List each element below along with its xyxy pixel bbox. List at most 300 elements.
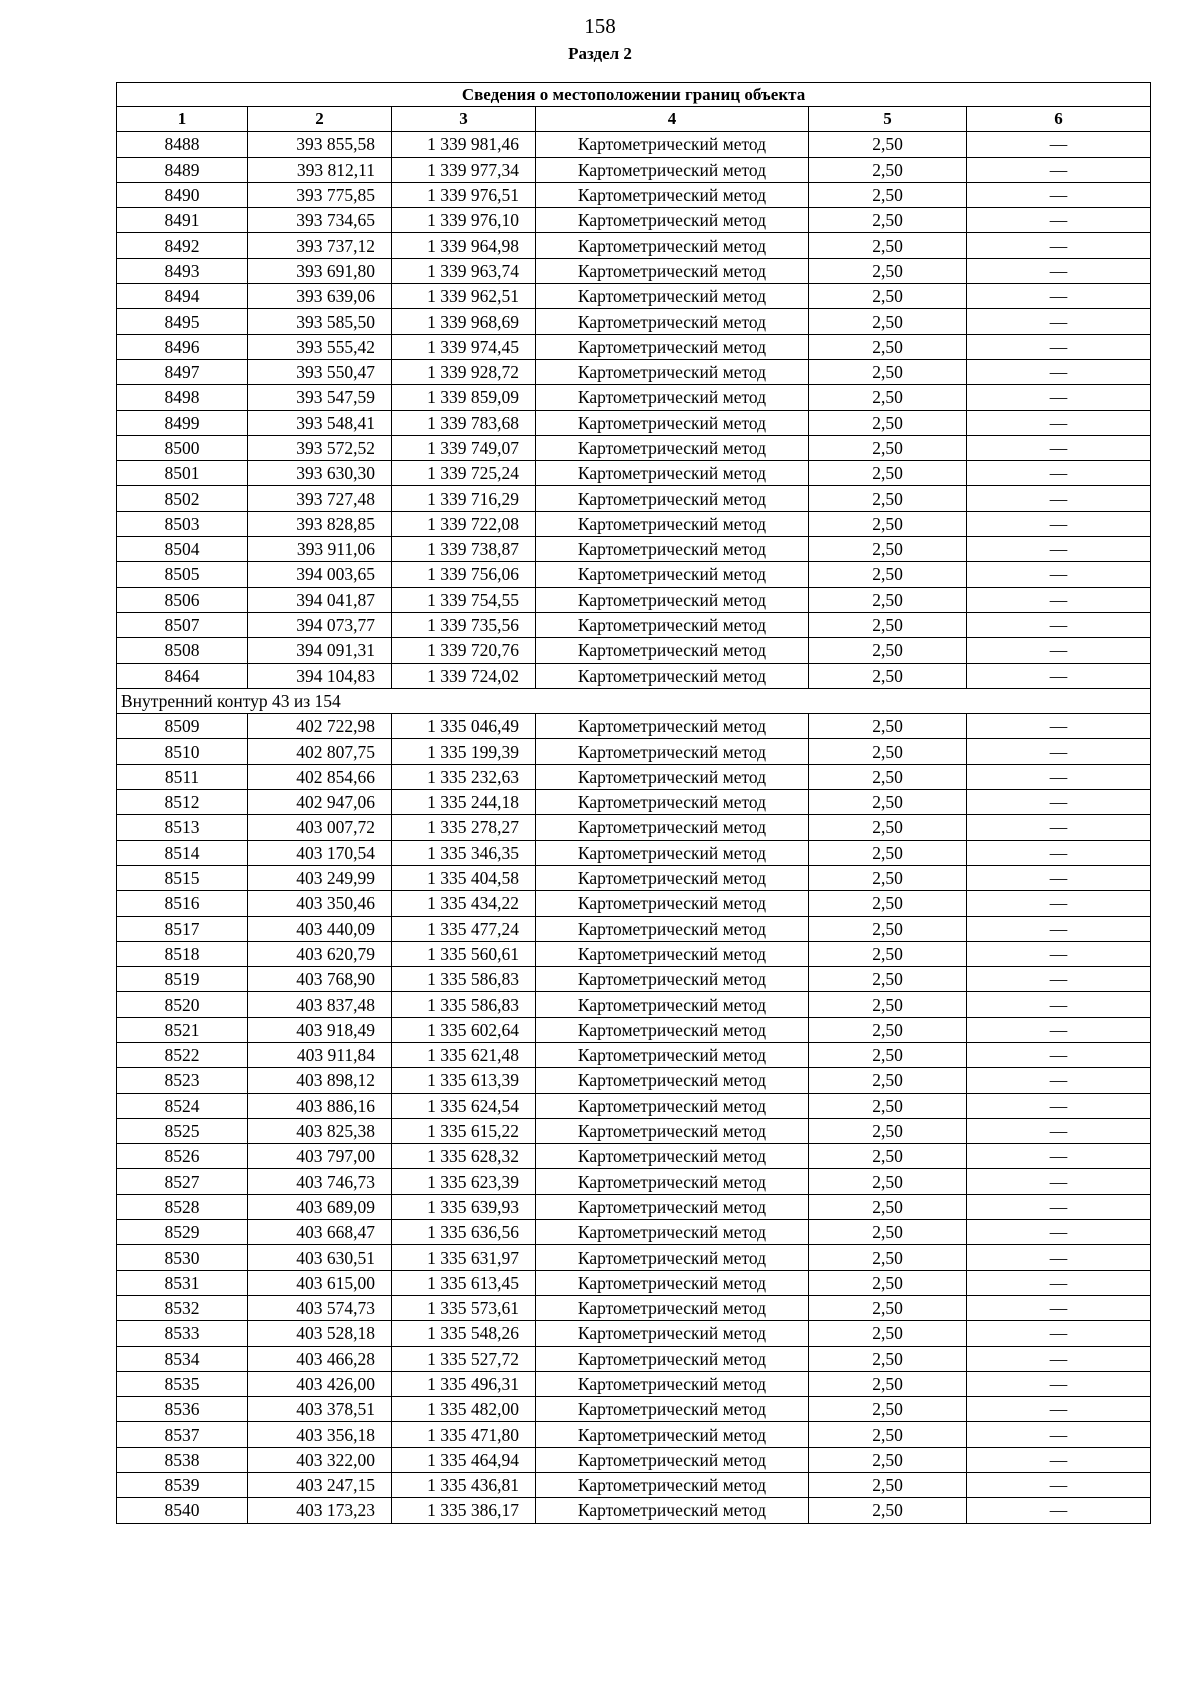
coordinate-x-cell: 393 737,12: [248, 233, 392, 258]
table-row: [117, 182, 1151, 207]
coordinate-y-cell: 1 339 974,45: [392, 334, 536, 359]
coordinate-y-cell: 1 339 976,51: [392, 182, 536, 207]
coordinate-x-cell: 393 911,06: [248, 537, 392, 562]
accuracy-cell: 2,50: [809, 208, 967, 233]
note-cell: —: [967, 1346, 1151, 1371]
coordinate-y-cell: 1 335 613,45: [392, 1270, 536, 1295]
note-cell: —: [967, 790, 1151, 815]
coordinate-y-cell: 1 335 615,22: [392, 1118, 536, 1143]
coordinate-x-cell: 403 668,47: [248, 1220, 392, 1245]
point-number-cell: 8532: [117, 1295, 248, 1320]
coordinate-x-cell: 402 722,98: [248, 714, 392, 739]
accuracy-cell: 2,50: [809, 1371, 967, 1396]
coordinate-x-cell: 393 691,80: [248, 258, 392, 283]
accuracy-cell: 2,50: [809, 992, 967, 1017]
point-number-cell: 8504: [117, 537, 248, 562]
table-row: [117, 865, 1151, 890]
point-number-cell: 8506: [117, 587, 248, 612]
note-cell: —: [967, 1270, 1151, 1295]
note-cell: —: [967, 208, 1151, 233]
method-cell: Картометрический метод: [536, 461, 809, 486]
coordinate-x-cell: 403 689,09: [248, 1194, 392, 1219]
coordinate-y-cell: 1 339 722,08: [392, 511, 536, 536]
accuracy-cell: 2,50: [809, 1220, 967, 1245]
note-cell: —: [967, 992, 1151, 1017]
coordinate-y-cell: 1 339 724,02: [392, 663, 536, 688]
table-row: [117, 1473, 1151, 1498]
point-number-cell: 8501: [117, 461, 248, 486]
table-row: [117, 1295, 1151, 1320]
note-cell: —: [967, 1397, 1151, 1422]
point-number-cell: 8496: [117, 334, 248, 359]
coordinate-y-cell: 1 335 613,39: [392, 1068, 536, 1093]
coordinate-y-cell: 1 339 977,34: [392, 157, 536, 182]
note-cell: —: [967, 1371, 1151, 1396]
method-cell: Картометрический метод: [536, 1346, 809, 1371]
point-number-cell: 8507: [117, 612, 248, 637]
coordinate-x-cell: 403 630,51: [248, 1245, 392, 1270]
coordinate-y-cell: 1 335 573,61: [392, 1295, 536, 1320]
method-cell: Картометрический метод: [536, 916, 809, 941]
point-number-cell: 8488: [117, 132, 248, 157]
note-cell: —: [967, 1118, 1151, 1143]
table-row: [117, 714, 1151, 739]
method-cell: Картометрический метод: [536, 815, 809, 840]
table-row: [117, 132, 1151, 157]
coordinate-y-cell: 1 339 981,46: [392, 132, 536, 157]
accuracy-cell: 2,50: [809, 1295, 967, 1320]
method-cell: Картометрический метод: [536, 1068, 809, 1093]
table-row: [117, 562, 1151, 587]
note-cell: —: [967, 284, 1151, 309]
method-cell: Картометрический метод: [536, 587, 809, 612]
accuracy-cell: 2,50: [809, 1447, 967, 1472]
coordinate-x-cell: 403 322,00: [248, 1447, 392, 1472]
point-number-cell: 8512: [117, 790, 248, 815]
note-cell: —: [967, 435, 1151, 460]
method-cell: Картометрический метод: [536, 208, 809, 233]
coordinate-x-cell: 393 630,30: [248, 461, 392, 486]
table-header-row: [117, 107, 1151, 132]
point-number-cell: 8511: [117, 764, 248, 789]
note-cell: —: [967, 157, 1151, 182]
table-row: [117, 790, 1151, 815]
method-cell: Картометрический метод: [536, 157, 809, 182]
coordinate-x-cell: 402 807,75: [248, 739, 392, 764]
note-cell: —: [967, 1017, 1151, 1042]
method-cell: Картометрический метод: [536, 284, 809, 309]
note-cell: —: [967, 815, 1151, 840]
coordinate-y-cell: 1 335 477,24: [392, 916, 536, 941]
boundary-table: [116, 82, 1151, 1524]
table-row: [117, 992, 1151, 1017]
column-header: 1: [117, 107, 248, 132]
accuracy-cell: 2,50: [809, 1194, 967, 1219]
coordinate-x-cell: 394 003,65: [248, 562, 392, 587]
note-cell: —: [967, 309, 1151, 334]
method-cell: Картометрический метод: [536, 1270, 809, 1295]
note-cell: —: [967, 258, 1151, 283]
accuracy-cell: 2,50: [809, 537, 967, 562]
coordinate-y-cell: 1 335 527,72: [392, 1346, 536, 1371]
point-number-cell: 8513: [117, 815, 248, 840]
point-number-cell: 8514: [117, 840, 248, 865]
accuracy-cell: 2,50: [809, 638, 967, 663]
method-cell: Картометрический метод: [536, 1245, 809, 1270]
coordinate-y-cell: 1 339 716,29: [392, 486, 536, 511]
table-row: [117, 258, 1151, 283]
accuracy-cell: 2,50: [809, 891, 967, 916]
method-cell: Картометрический метод: [536, 612, 809, 637]
accuracy-cell: 2,50: [809, 714, 967, 739]
coordinate-x-cell: 393 572,52: [248, 435, 392, 460]
point-number-cell: 8502: [117, 486, 248, 511]
coordinate-y-cell: 1 335 631,97: [392, 1245, 536, 1270]
coordinate-y-cell: 1 335 628,32: [392, 1144, 536, 1169]
accuracy-cell: 2,50: [809, 1321, 967, 1346]
coordinate-y-cell: 1 335 471,80: [392, 1422, 536, 1447]
coordinate-x-cell: 394 073,77: [248, 612, 392, 637]
note-cell: —: [967, 537, 1151, 562]
coordinate-x-cell: 403 825,38: [248, 1118, 392, 1143]
coordinate-y-cell: 1 335 482,00: [392, 1397, 536, 1422]
accuracy-cell: 2,50: [809, 258, 967, 283]
note-cell: —: [967, 941, 1151, 966]
point-number-cell: 8540: [117, 1498, 248, 1523]
table-row: [117, 1220, 1151, 1245]
coordinate-y-cell: 1 335 639,93: [392, 1194, 536, 1219]
coordinate-y-cell: 1 339 783,68: [392, 410, 536, 435]
point-number-cell: 8508: [117, 638, 248, 663]
note-cell: —: [967, 865, 1151, 890]
table-row: [117, 511, 1151, 536]
accuracy-cell: 2,50: [809, 1245, 967, 1270]
coordinate-x-cell: 403 426,00: [248, 1371, 392, 1396]
method-cell: Картометрический метод: [536, 1447, 809, 1472]
point-number-cell: 8499: [117, 410, 248, 435]
accuracy-cell: 2,50: [809, 840, 967, 865]
coordinate-x-cell: 403 898,12: [248, 1068, 392, 1093]
accuracy-cell: 2,50: [809, 1144, 967, 1169]
coordinate-x-cell: 403 247,15: [248, 1473, 392, 1498]
coordinate-x-cell: 403 249,99: [248, 865, 392, 890]
accuracy-cell: 2,50: [809, 132, 967, 157]
method-cell: Картометрический метод: [536, 1473, 809, 1498]
accuracy-cell: 2,50: [809, 486, 967, 511]
point-number-cell: 8489: [117, 157, 248, 182]
accuracy-cell: 2,50: [809, 359, 967, 384]
coordinate-x-cell: 394 091,31: [248, 638, 392, 663]
method-cell: Картометрический метод: [536, 1042, 809, 1067]
coordinate-x-cell: 403 768,90: [248, 967, 392, 992]
coordinate-y-cell: 1 339 720,76: [392, 638, 536, 663]
point-number-cell: 8491: [117, 208, 248, 233]
accuracy-cell: 2,50: [809, 1397, 967, 1422]
coordinate-y-cell: 1 335 586,83: [392, 992, 536, 1017]
table-row: [117, 1447, 1151, 1472]
coordinate-y-cell: 1 339 962,51: [392, 284, 536, 309]
method-cell: Картометрический метод: [536, 638, 809, 663]
accuracy-cell: 2,50: [809, 435, 967, 460]
table-row: [117, 1017, 1151, 1042]
method-cell: Картометрический метод: [536, 410, 809, 435]
method-cell: Картометрический метод: [536, 182, 809, 207]
table-row: [117, 612, 1151, 637]
note-cell: —: [967, 587, 1151, 612]
method-cell: Картометрический метод: [536, 1498, 809, 1523]
point-number-cell: 8531: [117, 1270, 248, 1295]
coordinate-x-cell: 393 734,65: [248, 208, 392, 233]
accuracy-cell: 2,50: [809, 233, 967, 258]
page-number: 158: [584, 14, 616, 38]
table-row: [117, 1042, 1151, 1067]
coordinate-x-cell: 403 440,09: [248, 916, 392, 941]
coordinate-y-cell: 1 339 738,87: [392, 537, 536, 562]
note-cell: —: [967, 359, 1151, 384]
coordinate-y-cell: 1 335 046,49: [392, 714, 536, 739]
method-cell: Картометрический метод: [536, 840, 809, 865]
accuracy-cell: 2,50: [809, 1473, 967, 1498]
coordinate-y-cell: 1 339 735,56: [392, 612, 536, 637]
accuracy-cell: 2,50: [809, 562, 967, 587]
coordinate-x-cell: 403 350,46: [248, 891, 392, 916]
note-cell: —: [967, 663, 1151, 688]
method-cell: Картометрический метод: [536, 132, 809, 157]
accuracy-cell: 2,50: [809, 182, 967, 207]
accuracy-cell: 2,50: [809, 587, 967, 612]
coordinate-y-cell: 1 335 464,94: [392, 1447, 536, 1472]
coordinate-x-cell: 393 639,06: [248, 284, 392, 309]
method-cell: Картометрический метод: [536, 1371, 809, 1396]
table-caption: Сведения о местоположении границ объекта: [117, 83, 1151, 107]
point-number-cell: 8498: [117, 385, 248, 410]
method-cell: Картометрический метод: [536, 385, 809, 410]
table-row: [117, 359, 1151, 384]
note-cell: —: [967, 1194, 1151, 1219]
method-cell: Картометрический метод: [536, 714, 809, 739]
point-number-cell: 8464: [117, 663, 248, 688]
coordinate-x-cell: 403 007,72: [248, 815, 392, 840]
coordinate-y-cell: 1 335 346,35: [392, 840, 536, 865]
point-number-cell: 8524: [117, 1093, 248, 1118]
note-cell: —: [967, 233, 1151, 258]
method-cell: Картометрический метод: [536, 562, 809, 587]
note-cell: —: [967, 916, 1151, 941]
point-number-cell: 8539: [117, 1473, 248, 1498]
coordinate-x-cell: 403 837,48: [248, 992, 392, 1017]
table-row: [117, 739, 1151, 764]
coordinate-y-cell: 1 335 436,81: [392, 1473, 536, 1498]
table-row: [117, 233, 1151, 258]
coordinate-x-cell: 403 620,79: [248, 941, 392, 966]
table-row: [117, 334, 1151, 359]
table-row: [117, 840, 1151, 865]
note-cell: —: [967, 334, 1151, 359]
method-cell: Картометрический метод: [536, 1093, 809, 1118]
column-header: 3: [392, 107, 536, 132]
note-cell: —: [967, 1473, 1151, 1498]
coordinate-x-cell: 393 727,48: [248, 486, 392, 511]
accuracy-cell: 2,50: [809, 739, 967, 764]
accuracy-cell: 2,50: [809, 511, 967, 536]
point-number-cell: 8522: [117, 1042, 248, 1067]
table-row: [117, 1422, 1151, 1447]
method-cell: Картометрический метод: [536, 764, 809, 789]
table-row: [117, 284, 1151, 309]
coordinate-x-cell: 393 550,47: [248, 359, 392, 384]
coordinate-x-cell: 403 378,51: [248, 1397, 392, 1422]
method-cell: Картометрический метод: [536, 435, 809, 460]
table-row: [117, 410, 1151, 435]
table-row: [117, 764, 1151, 789]
point-number-cell: 8534: [117, 1346, 248, 1371]
method-cell: Картометрический метод: [536, 1397, 809, 1422]
note-cell: —: [967, 714, 1151, 739]
note-cell: —: [967, 410, 1151, 435]
accuracy-cell: 2,50: [809, 967, 967, 992]
coordinate-x-cell: 403 466,28: [248, 1346, 392, 1371]
point-number-cell: 8538: [117, 1447, 248, 1472]
accuracy-cell: 2,50: [809, 790, 967, 815]
point-number-cell: 8529: [117, 1220, 248, 1245]
point-number-cell: 8536: [117, 1397, 248, 1422]
method-cell: Картометрический метод: [536, 1194, 809, 1219]
coordinate-x-cell: 403 886,16: [248, 1093, 392, 1118]
method-cell: Картометрический метод: [536, 258, 809, 283]
table-row: [117, 1245, 1151, 1270]
table-row: [117, 208, 1151, 233]
coordinate-y-cell: 1 335 586,83: [392, 967, 536, 992]
point-number-cell: 8520: [117, 992, 248, 1017]
coordinate-y-cell: 1 339 928,72: [392, 359, 536, 384]
coordinate-x-cell: 394 104,83: [248, 663, 392, 688]
coordinate-x-cell: 402 947,06: [248, 790, 392, 815]
coordinate-y-cell: 1 335 623,39: [392, 1169, 536, 1194]
coordinate-x-cell: 403 170,54: [248, 840, 392, 865]
coordinate-y-cell: 1 335 232,63: [392, 764, 536, 789]
table-row: [117, 486, 1151, 511]
accuracy-cell: 2,50: [809, 309, 967, 334]
table-row: [117, 461, 1151, 486]
coordinate-x-cell: 403 574,73: [248, 1295, 392, 1320]
point-number-cell: 8525: [117, 1118, 248, 1143]
coordinate-x-cell: 402 854,66: [248, 764, 392, 789]
point-number-cell: 8503: [117, 511, 248, 536]
coordinate-y-cell: 1 335 496,31: [392, 1371, 536, 1396]
method-cell: Картометрический метод: [536, 1220, 809, 1245]
table-row: [117, 1118, 1151, 1143]
table-row: [117, 1169, 1151, 1194]
accuracy-cell: 2,50: [809, 284, 967, 309]
note-cell: —: [967, 1169, 1151, 1194]
method-cell: Картометрический метод: [536, 511, 809, 536]
point-number-cell: 8497: [117, 359, 248, 384]
point-number-cell: 8509: [117, 714, 248, 739]
point-number-cell: 8515: [117, 865, 248, 890]
accuracy-cell: 2,50: [809, 1118, 967, 1143]
accuracy-cell: 2,50: [809, 461, 967, 486]
method-cell: Картометрический метод: [536, 891, 809, 916]
coordinate-y-cell: 1 335 602,64: [392, 1017, 536, 1042]
coordinate-y-cell: 1 335 624,54: [392, 1093, 536, 1118]
note-cell: —: [967, 1321, 1151, 1346]
table-row: [117, 1346, 1151, 1371]
method-cell: Картометрический метод: [536, 1017, 809, 1042]
contour-label-row: [117, 688, 1151, 713]
coordinate-y-cell: 1 339 749,07: [392, 435, 536, 460]
coordinate-y-cell: 1 339 756,06: [392, 562, 536, 587]
coordinate-y-cell: 1 339 754,55: [392, 587, 536, 612]
note-cell: —: [967, 1447, 1151, 1472]
note-cell: —: [967, 1295, 1151, 1320]
coordinate-y-cell: 1 335 199,39: [392, 739, 536, 764]
point-number-cell: 8510: [117, 739, 248, 764]
point-number-cell: 8516: [117, 891, 248, 916]
coordinate-x-cell: 393 585,50: [248, 309, 392, 334]
column-header: 4: [536, 107, 809, 132]
table-row: [117, 1144, 1151, 1169]
point-number-cell: 8521: [117, 1017, 248, 1042]
table-row: [117, 587, 1151, 612]
accuracy-cell: 2,50: [809, 663, 967, 688]
note-cell: —: [967, 1245, 1151, 1270]
accuracy-cell: 2,50: [809, 1169, 967, 1194]
point-number-cell: 8537: [117, 1422, 248, 1447]
method-cell: Картометрический метод: [536, 663, 809, 688]
coordinate-x-cell: 403 528,18: [248, 1321, 392, 1346]
accuracy-cell: 2,50: [809, 916, 967, 941]
method-cell: Картометрический метод: [536, 537, 809, 562]
accuracy-cell: 2,50: [809, 1042, 967, 1067]
column-header: 5: [809, 107, 967, 132]
point-number-cell: 8518: [117, 941, 248, 966]
point-number-cell: 8490: [117, 182, 248, 207]
coordinate-y-cell: 1 339 976,10: [392, 208, 536, 233]
accuracy-cell: 2,50: [809, 815, 967, 840]
coordinate-y-cell: 1 335 244,18: [392, 790, 536, 815]
note-cell: —: [967, 461, 1151, 486]
accuracy-cell: 2,50: [809, 1093, 967, 1118]
coordinate-x-cell: 393 775,85: [248, 182, 392, 207]
point-number-cell: 8527: [117, 1169, 248, 1194]
coordinate-x-cell: 393 547,59: [248, 385, 392, 410]
note-cell: —: [967, 385, 1151, 410]
accuracy-cell: 2,50: [809, 1346, 967, 1371]
accuracy-cell: 2,50: [809, 1068, 967, 1093]
method-cell: Картометрический метод: [536, 941, 809, 966]
point-number-cell: 8530: [117, 1245, 248, 1270]
note-cell: —: [967, 739, 1151, 764]
coordinate-x-cell: 403 911,84: [248, 1042, 392, 1067]
section-title: Раздел 2: [568, 44, 632, 63]
method-cell: Картометрический метод: [536, 967, 809, 992]
note-cell: —: [967, 1093, 1151, 1118]
column-header: 2: [248, 107, 392, 132]
note-cell: —: [967, 1422, 1151, 1447]
note-cell: —: [967, 967, 1151, 992]
accuracy-cell: 2,50: [809, 410, 967, 435]
outer-contour-rows: [117, 132, 1151, 689]
table-row: [117, 1068, 1151, 1093]
method-cell: Картометрический метод: [536, 359, 809, 384]
point-number-cell: 8533: [117, 1321, 248, 1346]
table-row: [117, 309, 1151, 334]
coordinate-x-cell: 403 918,49: [248, 1017, 392, 1042]
point-number-cell: 8493: [117, 258, 248, 283]
point-number-cell: 8492: [117, 233, 248, 258]
accuracy-cell: 2,50: [809, 157, 967, 182]
note-cell: —: [967, 1498, 1151, 1523]
